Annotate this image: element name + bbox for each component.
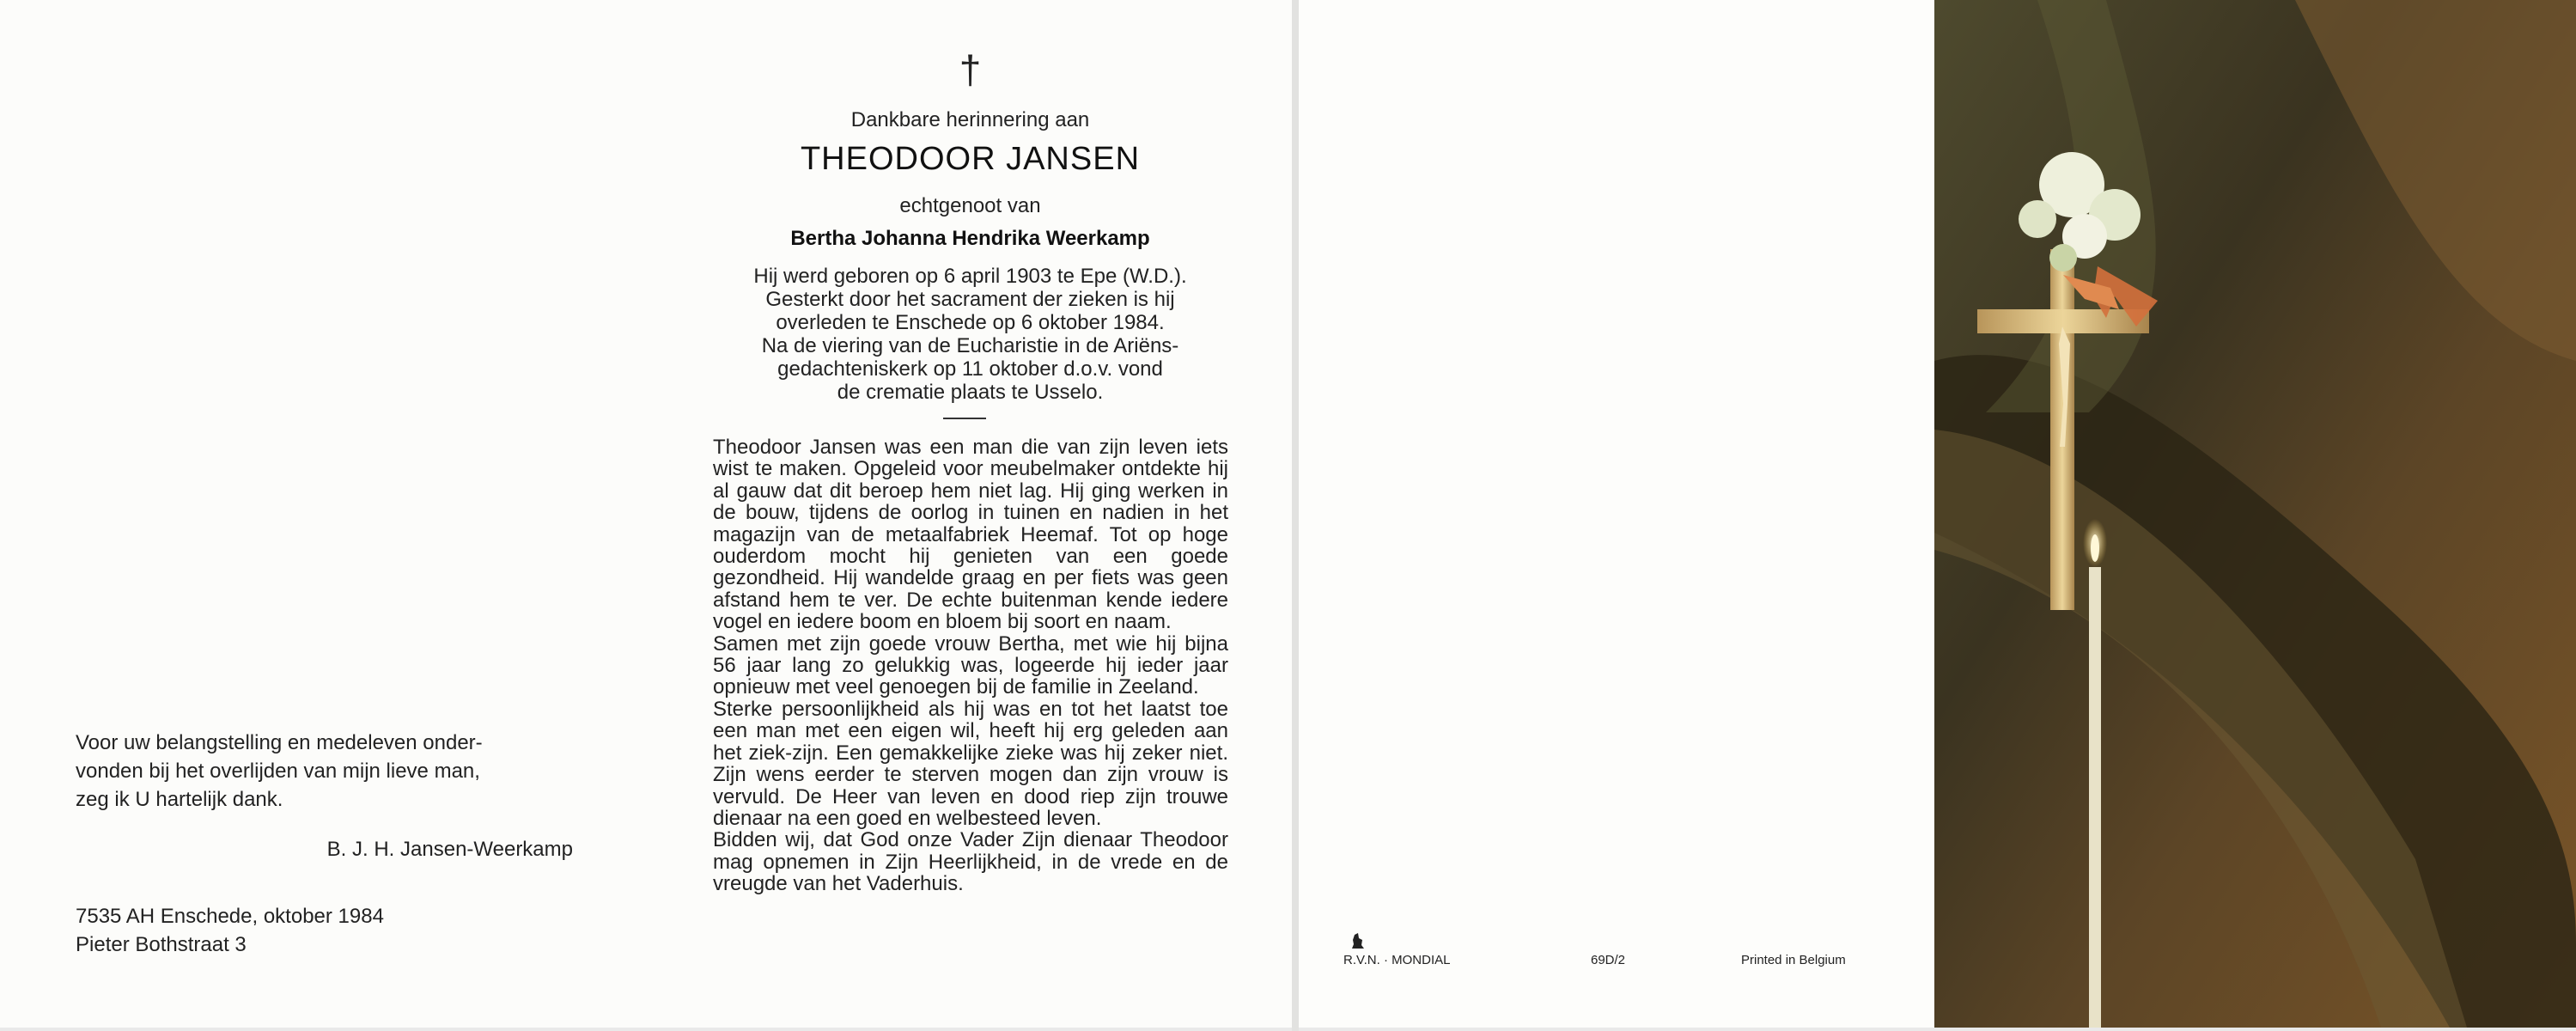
bio-paragraph: Bidden wij, dat God onze Vader Zijn dienaar Theodoor mag opnemen in Zijn Heerlijkheid, in de vrede en de vreugde van het Vaderhuis. xyxy=(713,828,1228,896)
photo-panel xyxy=(1934,0,2576,1028)
life-line: overleden te Enschede op 6 oktober 1984. xyxy=(776,311,1165,334)
life-line: Gesterkt door het sacrament der zieken is hij xyxy=(765,288,1175,311)
thanks-line: vonden bij het overlijden van mijn lieve man, xyxy=(76,760,480,783)
thanks-panel xyxy=(0,0,649,1028)
cross-icon: † xyxy=(959,47,982,92)
thanks-line: Voor uw belangstelling en medeleven onder- xyxy=(76,731,483,754)
memorial-panel xyxy=(649,0,1292,1028)
life-line: Na de viering van de Eucharistie in de Ariëns- xyxy=(761,334,1179,357)
life-line: Hij werd geboren op 6 april 1903 te Epe (W.D.). xyxy=(753,265,1187,288)
candle xyxy=(2089,567,2101,1028)
signature: B. J. H. Jansen-Weerkamp xyxy=(326,838,573,861)
bio-paragraph: Theodoor Jansen was een man die van zijn leven iets wist te maken. Opgeleid voor meubelmaker ontdekte hij al gauw dat dit beroep hem niet lag. Hij ging werken in de bouw, tijdens de oorlog in tuinen en nadien in het magazijn van de metaalfabriek Heemaf. Tot op hoge ouderdom mocht hij genieten van een goede gezondheid. Hij wandelde graag en per fiets was geen afstand hem te ver. De echte buitenman kende iedere vogel en iedere boom en bloem bij soort en naam. xyxy=(713,436,1228,634)
biography xyxy=(713,436,1228,895)
printer-name: R.V.N. · MONDIAL xyxy=(1343,953,1451,967)
bio-paragraph: Sterke persoonlijkheid als hij was en tot het laatst toe een man met een eigen wil, heeft hij erg geleden aan het ziek-zijn. Een gemakkelijke zieke was hij zeker niet. Zijn wens eerder te sterven mogen dan zijn vrouw is vervuld. De Heer van leven en dood riep zijn trouwe dienaar na een goed en welbesteed leven. xyxy=(713,697,1228,830)
sender-address xyxy=(76,902,384,959)
spouse-name: Bertha Johanna Hendrika Weerkamp xyxy=(790,227,1150,250)
thanks-text xyxy=(76,729,578,814)
card-gap xyxy=(1292,0,1299,1031)
divider xyxy=(943,418,986,419)
printer-logo-icon xyxy=(1350,933,1366,950)
bio-paragraph: Samen met zijn goede vrouw Bertha, met wie hij bijna 56 jaar lang zo gelukkig was, logeerde hij ieder jaar opnieuw met veel genoegen bij de familie in Zeeland. xyxy=(713,631,1228,699)
life-details xyxy=(649,265,1292,404)
candle-flame-core xyxy=(2091,534,2099,562)
relation-text: echtgenoot van xyxy=(899,194,1041,217)
back-panel xyxy=(1299,0,1934,1028)
memorial-intro: Dankbare herinnering aan xyxy=(850,108,1090,131)
deceased-name: THEODOOR JANSEN xyxy=(800,141,1141,177)
life-line: de crematie plaats te Usselo. xyxy=(837,381,1104,404)
print-origin: Printed in Belgium xyxy=(1741,953,1846,967)
life-line: gedachteniskerk op 11 oktober d.o.v. vond xyxy=(777,357,1163,381)
address-line-city: 7535 AH Enschede, oktober 1984 xyxy=(76,905,384,928)
cross-candle-photo xyxy=(1934,0,2576,1028)
address-line-street: Pieter Bothstraat 3 xyxy=(76,933,247,956)
thanks-line: zeg ik U hartelijk dank. xyxy=(76,788,283,811)
print-code: 69D/2 xyxy=(1591,953,1626,967)
